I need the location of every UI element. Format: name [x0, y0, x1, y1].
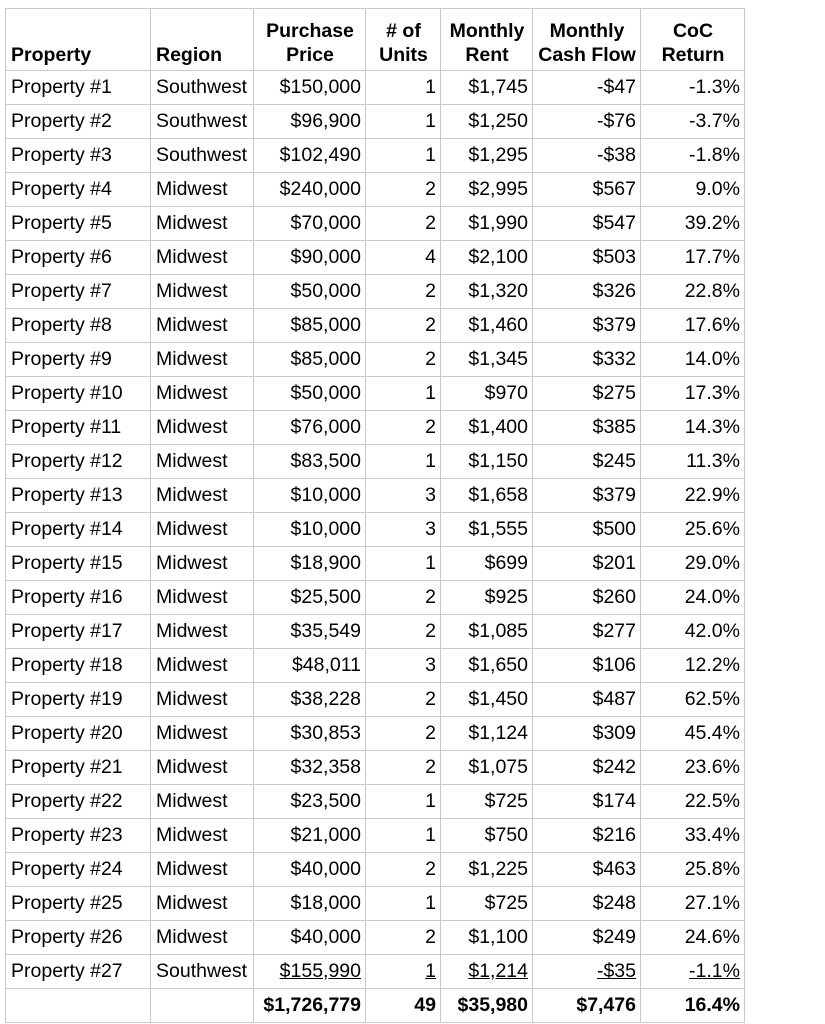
cell-units: 3 — [366, 479, 441, 513]
cell-monthly-rent: $1,658 — [441, 479, 533, 513]
cell-coc-return: -3.7% — [641, 105, 745, 139]
cell-property: Property #19 — [6, 683, 151, 717]
cell-purchase-price: $102,490 — [254, 139, 366, 173]
cell-region: Midwest — [151, 819, 254, 853]
cell-units: 1 — [366, 445, 441, 479]
cell-region: Midwest — [151, 411, 254, 445]
cell-cash-flow: $503 — [533, 241, 641, 275]
total-monthly-rent: $35,980 — [441, 989, 533, 1023]
cell-cash-flow: $309 — [533, 717, 641, 751]
cell-monthly-rent: $1,225 — [441, 853, 533, 887]
header-region: Region — [151, 9, 254, 71]
cell-purchase-price: $155,990 — [254, 955, 366, 989]
cell-monthly-rent: $1,650 — [441, 649, 533, 683]
cell-monthly-rent: $1,555 — [441, 513, 533, 547]
cell-property: Property #20 — [6, 717, 151, 751]
cell-property: Property #13 — [6, 479, 151, 513]
header-coc-return: CoC Return — [641, 9, 745, 71]
cell-units: 3 — [366, 649, 441, 683]
cell-property: Property #6 — [6, 241, 151, 275]
cell-region: Midwest — [151, 615, 254, 649]
cell-purchase-price: $32,358 — [254, 751, 366, 785]
total-coc-return: 16.4% — [641, 989, 745, 1023]
cell-monthly-rent: $1,250 — [441, 105, 533, 139]
cell-coc-return: 29.0% — [641, 547, 745, 581]
cell-units: 1 — [366, 547, 441, 581]
cell-coc-return: 25.6% — [641, 513, 745, 547]
cell-region: Midwest — [151, 445, 254, 479]
cell-totals-property-blank — [6, 989, 151, 1023]
cell-purchase-price: $18,000 — [254, 887, 366, 921]
cell-coc-return: 45.4% — [641, 717, 745, 751]
cell-units: 2 — [366, 343, 441, 377]
cell-monthly-rent: $699 — [441, 547, 533, 581]
cell-coc-return: 22.9% — [641, 479, 745, 513]
header-monthly-rent: Monthly Rent — [441, 9, 533, 71]
table-row — [6, 581, 745, 615]
cell-coc-return: 27.1% — [641, 887, 745, 921]
cell-property: Property #17 — [6, 615, 151, 649]
cell-cash-flow: $249 — [533, 921, 641, 955]
cell-cash-flow: $277 — [533, 615, 641, 649]
table-row — [6, 717, 745, 751]
cell-coc-return: 12.2% — [641, 649, 745, 683]
cell-cash-flow: $216 — [533, 819, 641, 853]
cell-purchase-price: $50,000 — [254, 275, 366, 309]
cell-units: 2 — [366, 581, 441, 615]
table-row — [6, 547, 745, 581]
cell-region: Midwest — [151, 343, 254, 377]
cell-monthly-rent: $1,214 — [441, 955, 533, 989]
cell-cash-flow: $463 — [533, 853, 641, 887]
cell-property: Property #5 — [6, 207, 151, 241]
cell-cash-flow: $332 — [533, 343, 641, 377]
table-row — [6, 615, 745, 649]
cell-purchase-price: $150,000 — [254, 71, 366, 105]
header-property: Property — [6, 9, 151, 71]
cell-coc-return: 23.6% — [641, 751, 745, 785]
cell-units: 3 — [366, 513, 441, 547]
cell-property: Property #24 — [6, 853, 151, 887]
cell-region: Midwest — [151, 241, 254, 275]
table-row — [6, 649, 745, 683]
cell-coc-return: 14.3% — [641, 411, 745, 445]
cell-purchase-price: $25,500 — [254, 581, 366, 615]
table-row — [6, 955, 745, 989]
cell-purchase-price: $85,000 — [254, 309, 366, 343]
cell-coc-return: 25.8% — [641, 853, 745, 887]
cell-purchase-price: $35,549 — [254, 615, 366, 649]
total-purchase-price: $1,726,779 — [254, 989, 366, 1023]
cell-property: Property #23 — [6, 819, 151, 853]
cell-units: 2 — [366, 411, 441, 445]
cell-monthly-rent: $725 — [441, 785, 533, 819]
cell-cash-flow: $379 — [533, 479, 641, 513]
cell-monthly-rent: $1,990 — [441, 207, 533, 241]
cell-totals-region-blank — [151, 989, 254, 1023]
cell-property: Property #27 — [6, 955, 151, 989]
cell-units: 1 — [366, 71, 441, 105]
cell-monthly-rent: $1,320 — [441, 275, 533, 309]
cell-monthly-rent: $1,295 — [441, 139, 533, 173]
cell-purchase-price: $90,000 — [254, 241, 366, 275]
cell-coc-return: 39.2% — [641, 207, 745, 241]
cell-cash-flow: $326 — [533, 275, 641, 309]
cell-property: Property #1 — [6, 71, 151, 105]
header-purchase-price: Purchase Price — [254, 9, 366, 71]
cell-region: Midwest — [151, 751, 254, 785]
cell-property: Property #26 — [6, 921, 151, 955]
cell-coc-return: -1.3% — [641, 71, 745, 105]
cell-cash-flow: $567 — [533, 173, 641, 207]
cell-units: 4 — [366, 241, 441, 275]
cell-units: 1 — [366, 105, 441, 139]
table-row — [6, 343, 745, 377]
cell-units: 1 — [366, 139, 441, 173]
cell-units: 1 — [366, 887, 441, 921]
cell-purchase-price: $23,500 — [254, 785, 366, 819]
table-row — [6, 139, 745, 173]
cell-cash-flow: $201 — [533, 547, 641, 581]
table-row — [6, 309, 745, 343]
cell-coc-return: 22.8% — [641, 275, 745, 309]
cell-region: Midwest — [151, 683, 254, 717]
cell-units: 2 — [366, 207, 441, 241]
cell-region: Midwest — [151, 377, 254, 411]
cell-purchase-price: $10,000 — [254, 513, 366, 547]
table-row — [6, 411, 745, 445]
cell-units: 2 — [366, 309, 441, 343]
cell-units: 2 — [366, 717, 441, 751]
header-units: # of Units — [366, 9, 441, 71]
cell-units: 2 — [366, 275, 441, 309]
cell-units: 1 — [366, 785, 441, 819]
table-row — [6, 751, 745, 785]
cell-monthly-rent: $1,345 — [441, 343, 533, 377]
cell-monthly-rent: $1,124 — [441, 717, 533, 751]
cell-property: Property #16 — [6, 581, 151, 615]
cell-cash-flow: -$76 — [533, 105, 641, 139]
cell-monthly-rent: $1,100 — [441, 921, 533, 955]
cell-coc-return: 33.4% — [641, 819, 745, 853]
cell-purchase-price: $70,000 — [254, 207, 366, 241]
cell-property: Property #22 — [6, 785, 151, 819]
cell-purchase-price: $40,000 — [254, 853, 366, 887]
cell-units: 1 — [366, 377, 441, 411]
table-row — [6, 785, 745, 819]
cell-property: Property #15 — [6, 547, 151, 581]
cell-purchase-price: $18,900 — [254, 547, 366, 581]
cell-region: Southwest — [151, 71, 254, 105]
cell-property: Property #3 — [6, 139, 151, 173]
cell-region: Southwest — [151, 955, 254, 989]
table-body — [6, 71, 745, 1023]
cell-region: Midwest — [151, 887, 254, 921]
table-row — [6, 513, 745, 547]
property-table — [5, 8, 745, 1023]
total-cash-flow: $7,476 — [533, 989, 641, 1023]
cell-property: Property #25 — [6, 887, 151, 921]
cell-region: Midwest — [151, 309, 254, 343]
table-row — [6, 275, 745, 309]
table-row — [6, 241, 745, 275]
cell-cash-flow: $242 — [533, 751, 641, 785]
cell-monthly-rent: $2,995 — [441, 173, 533, 207]
cell-property: Property #7 — [6, 275, 151, 309]
totals-row — [6, 989, 745, 1023]
cell-purchase-price: $50,000 — [254, 377, 366, 411]
cell-purchase-price: $48,011 — [254, 649, 366, 683]
total-units: 49 — [366, 989, 441, 1023]
cell-cash-flow: $487 — [533, 683, 641, 717]
cell-monthly-rent: $750 — [441, 819, 533, 853]
cell-monthly-rent: $1,745 — [441, 71, 533, 105]
cell-purchase-price: $30,853 — [254, 717, 366, 751]
cell-coc-return: -1.8% — [641, 139, 745, 173]
cell-monthly-rent: $2,100 — [441, 241, 533, 275]
cell-property: Property #12 — [6, 445, 151, 479]
cell-purchase-price: $10,000 — [254, 479, 366, 513]
cell-region: Midwest — [151, 581, 254, 615]
cell-cash-flow: $385 — [533, 411, 641, 445]
cell-region: Midwest — [151, 547, 254, 581]
cell-coc-return: 17.3% — [641, 377, 745, 411]
table-row — [6, 105, 745, 139]
cell-purchase-price: $240,000 — [254, 173, 366, 207]
cell-coc-return: -1.1% — [641, 955, 745, 989]
cell-monthly-rent: $1,450 — [441, 683, 533, 717]
cell-region: Midwest — [151, 921, 254, 955]
table-row — [6, 71, 745, 105]
header-row — [6, 9, 745, 71]
cell-region: Southwest — [151, 105, 254, 139]
cell-coc-return: 17.6% — [641, 309, 745, 343]
cell-purchase-price: $21,000 — [254, 819, 366, 853]
table-row — [6, 887, 745, 921]
cell-property: Property #10 — [6, 377, 151, 411]
cell-coc-return: 11.3% — [641, 445, 745, 479]
cell-property: Property #14 — [6, 513, 151, 547]
cell-coc-return: 14.0% — [641, 343, 745, 377]
cell-monthly-rent: $725 — [441, 887, 533, 921]
cell-property: Property #8 — [6, 309, 151, 343]
cell-monthly-rent: $970 — [441, 377, 533, 411]
cell-cash-flow: $500 — [533, 513, 641, 547]
cell-property: Property #11 — [6, 411, 151, 445]
cell-region: Southwest — [151, 139, 254, 173]
table-row — [6, 377, 745, 411]
cell-purchase-price: $85,000 — [254, 343, 366, 377]
table-row — [6, 445, 745, 479]
cell-cash-flow: $106 — [533, 649, 641, 683]
cell-coc-return: 42.0% — [641, 615, 745, 649]
cell-units: 2 — [366, 615, 441, 649]
table-row — [6, 819, 745, 853]
cell-purchase-price: $83,500 — [254, 445, 366, 479]
cell-units: 1 — [366, 955, 441, 989]
cell-cash-flow: $275 — [533, 377, 641, 411]
cell-region: Midwest — [151, 853, 254, 887]
cell-purchase-price: $38,228 — [254, 683, 366, 717]
cell-property: Property #9 — [6, 343, 151, 377]
cell-cash-flow: -$47 — [533, 71, 641, 105]
table-row — [6, 207, 745, 241]
cell-monthly-rent: $1,075 — [441, 751, 533, 785]
cell-cash-flow: -$35 — [533, 955, 641, 989]
cell-property: Property #4 — [6, 173, 151, 207]
table-row — [6, 853, 745, 887]
cell-purchase-price: $76,000 — [254, 411, 366, 445]
cell-cash-flow: $248 — [533, 887, 641, 921]
cell-coc-return: 17.7% — [641, 241, 745, 275]
cell-units: 2 — [366, 853, 441, 887]
cell-cash-flow: $174 — [533, 785, 641, 819]
cell-coc-return: 24.0% — [641, 581, 745, 615]
cell-cash-flow: -$38 — [533, 139, 641, 173]
cell-region: Midwest — [151, 513, 254, 547]
cell-cash-flow: $379 — [533, 309, 641, 343]
cell-cash-flow: $547 — [533, 207, 641, 241]
cell-purchase-price: $96,900 — [254, 105, 366, 139]
cell-units: 1 — [366, 819, 441, 853]
cell-purchase-price: $40,000 — [254, 921, 366, 955]
cell-coc-return: 24.6% — [641, 921, 745, 955]
cell-units: 2 — [366, 173, 441, 207]
cell-coc-return: 62.5% — [641, 683, 745, 717]
cell-region: Midwest — [151, 785, 254, 819]
cell-monthly-rent: $1,150 — [441, 445, 533, 479]
cell-cash-flow: $245 — [533, 445, 641, 479]
table-row — [6, 921, 745, 955]
cell-monthly-rent: $1,400 — [441, 411, 533, 445]
cell-units: 2 — [366, 751, 441, 785]
cell-coc-return: 22.5% — [641, 785, 745, 819]
header-cash-flow: Monthly Cash Flow — [533, 9, 641, 71]
cell-monthly-rent: $1,085 — [441, 615, 533, 649]
cell-region: Midwest — [151, 717, 254, 751]
cell-region: Midwest — [151, 275, 254, 309]
cell-region: Midwest — [151, 173, 254, 207]
cell-region: Midwest — [151, 479, 254, 513]
cell-property: Property #2 — [6, 105, 151, 139]
cell-units: 2 — [366, 683, 441, 717]
cell-coc-return: 9.0% — [641, 173, 745, 207]
cell-units: 2 — [366, 921, 441, 955]
table-row — [6, 173, 745, 207]
cell-monthly-rent: $925 — [441, 581, 533, 615]
cell-property: Property #21 — [6, 751, 151, 785]
cell-region: Midwest — [151, 207, 254, 241]
cell-monthly-rent: $1,460 — [441, 309, 533, 343]
table-row — [6, 683, 745, 717]
cell-cash-flow: $260 — [533, 581, 641, 615]
cell-property: Property #18 — [6, 649, 151, 683]
cell-region: Midwest — [151, 649, 254, 683]
table-row — [6, 479, 745, 513]
